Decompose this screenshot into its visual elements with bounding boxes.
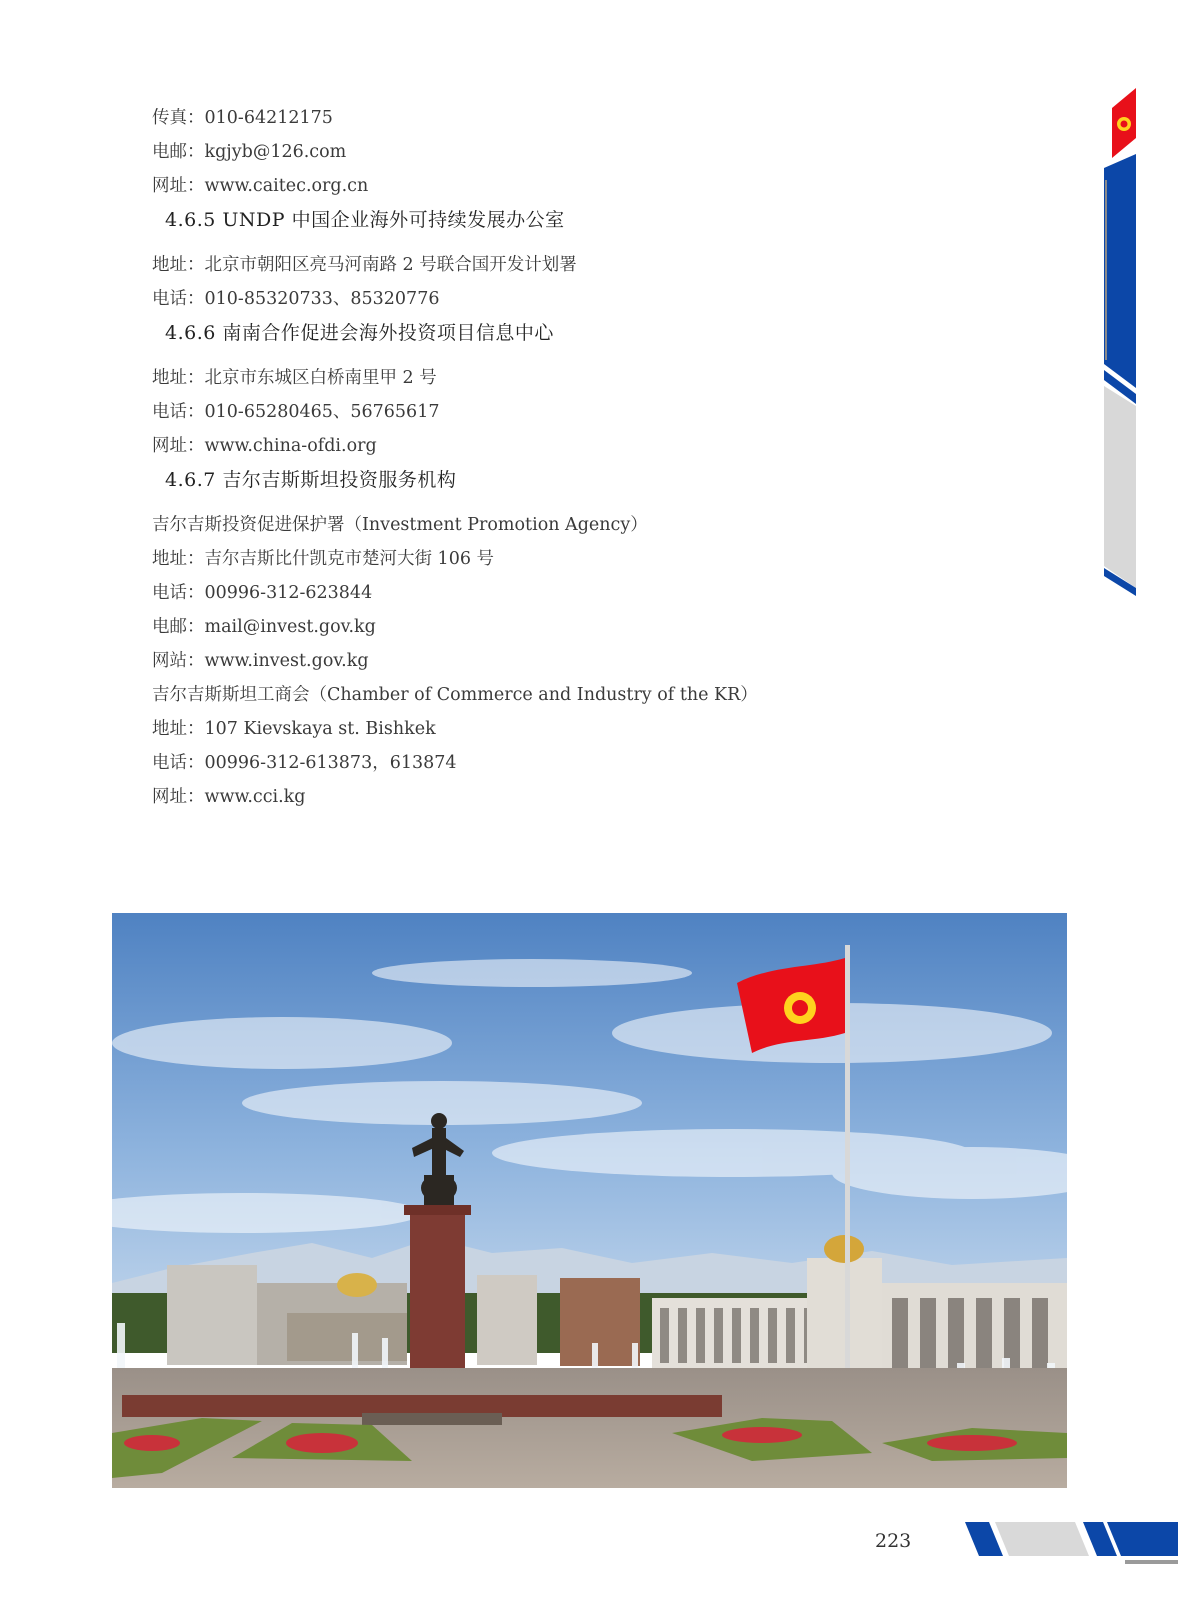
- phone-line: 电话：010-85320733、85320776: [152, 289, 440, 309]
- footer-ribbon-decoration: [965, 1522, 1178, 1568]
- section-heading-4-6-7: 4.6.7 吉尔吉斯斯坦投资服务机构: [165, 469, 457, 491]
- website-line: 网址：www.china-ofdi.org: [152, 436, 377, 456]
- phone-line: 电话：00996-312-613873，613874: [152, 753, 457, 773]
- address-line: 地址：北京市朝阳区亮马河南路 2 号联合国开发计划署: [152, 255, 577, 275]
- organization-name: 吉尔吉斯斯坦工商会（Chamber of Commerce and Industry of the KR）: [152, 685, 758, 705]
- fax-line: 传真：010-64212175: [152, 108, 333, 128]
- square-ground: [112, 1368, 1067, 1488]
- address-line: 地址：北京市东城区白桥南里甲 2 号: [152, 368, 437, 388]
- address-line: 地址：107 Kievskaya st. Bishkek: [152, 719, 436, 739]
- grey-ribbon: [1104, 386, 1136, 588]
- email-line: 电邮：mail@invest.gov.kg: [152, 617, 376, 637]
- flag-pole: [845, 945, 850, 1375]
- statue-pedestal: [410, 1211, 465, 1386]
- website-line: 网站：www.invest.gov.kg: [152, 651, 369, 671]
- page-number: 223: [875, 1530, 912, 1552]
- website-line: 网址：www.cci.kg: [152, 787, 306, 807]
- section-heading-4-6-5: 4.6.5 UNDP 中国企业海外可持续发展办公室: [165, 209, 565, 231]
- building-left: [167, 1265, 257, 1365]
- side-flag-ribbon-decoration: [1100, 88, 1178, 598]
- blue-ribbon: [1104, 154, 1136, 388]
- golden-dome: [337, 1273, 377, 1297]
- phone-line: 电话：00996-312-623844: [152, 583, 373, 603]
- address-line: 地址：吉尔吉斯比什凯克市楚河大街 106 号: [152, 549, 495, 569]
- building-brick: [560, 1278, 640, 1366]
- website-line: 网址：www.caitec.org.cn: [152, 176, 369, 196]
- section-heading-4-6-6: 4.6.6 南南合作促进会海外投资项目信息中心: [165, 322, 554, 344]
- phone-line: 电话：010-65280465、56765617: [152, 402, 440, 422]
- organization-name: 吉尔吉斯投资促进保护署（Investment Promotion Agency）: [152, 515, 648, 535]
- photo-ala-too-square: [112, 913, 1067, 1488]
- email-line: 电邮：kgjyb@126.com: [152, 142, 347, 162]
